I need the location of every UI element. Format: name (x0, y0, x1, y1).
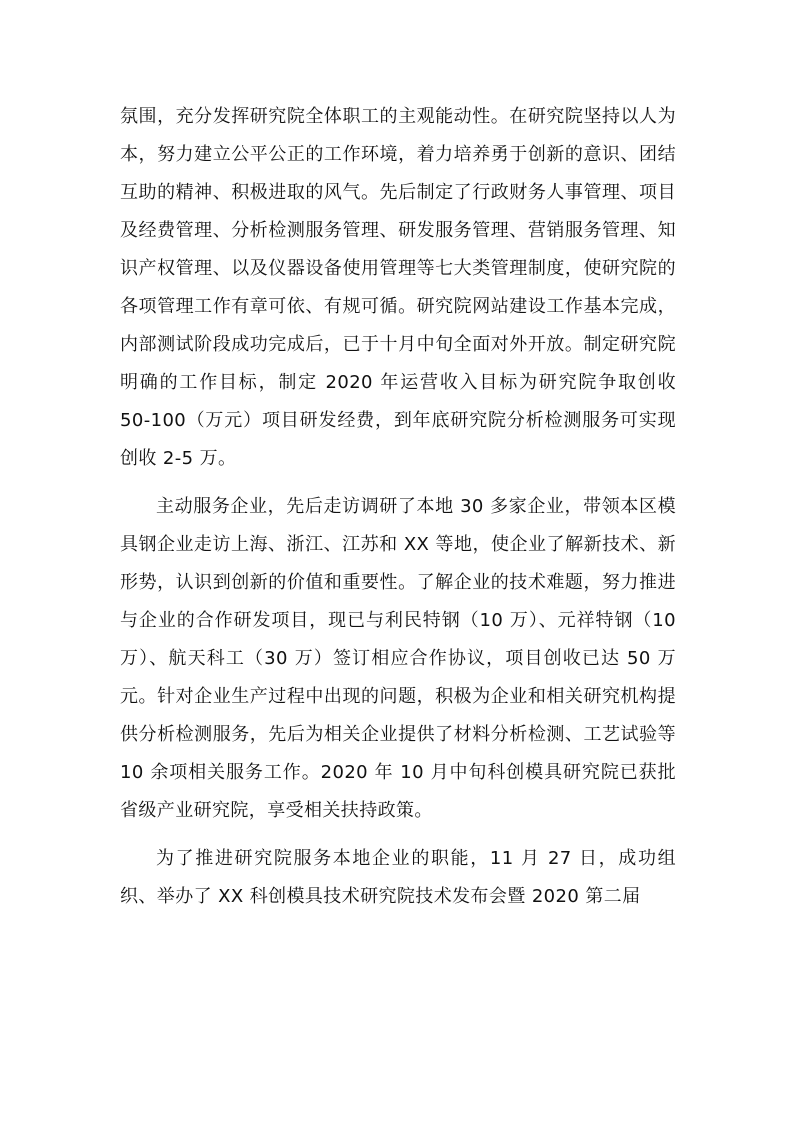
paragraph-enterprise-service: 主动服务企业，先后走访调研了本地 30 多家企业，带领本区模具钢企业走访上海、浙江、江苏和 XX 等地，使企业了解新技术、新形势，认识到创新的价值和重要性。了解企业的技术难题，努力推进与企业的合作研发项目，现已与利民特钢（10 万）、元祥特钢（10 万）、航天科工（30 万）签订相应合作协议，项目创收已达 50 万元。针对企业生产过程中出现的问题，积极为企业和相关研究机构提供分析检测服务，先后为相关企业提供了材料分析检测、工艺试验等 10 余项相关服务工作。2020 年 10 月中旬科创模具研究院已获批省级产业研究院，享受相关扶持政策。 (120, 496, 676, 821)
document-body (120, 98, 676, 926)
paragraph-tech-release: 为了推进研究院服务本地企业的职能，11 月 27 日，成功组织、举办了 XX 科创模具技术研究院技术发布会暨 2020 第二届 (120, 848, 676, 907)
paragraph-continued: 氛围，充分发挥研究院全体职工的主观能动性。在研究院坚持以人为本，努力建立公平公正的工作环境，着力培养勇于创新的意识、团结互助的精神、积极进取的风气。先后制定了行政财务人事管理、项目及经费管理、分析检测服务管理、研发服务管理、营销服务管理、知识产权管理、以及仪器设备使用管理等七大类管理制度，使研究院的各项管理工作有章可依、有规可循。研究院网站建设工作基本完成，内部测试阶段成功完成后，已于十月中旬全面对外开放。制定研究院明确的工作目标，制定 2020 年运营收入目标为研究院争取创收 50-100（万元）项目研发经费，到年底研究院分析检测服务可实现创收 2-5 万。 (120, 106, 676, 469)
